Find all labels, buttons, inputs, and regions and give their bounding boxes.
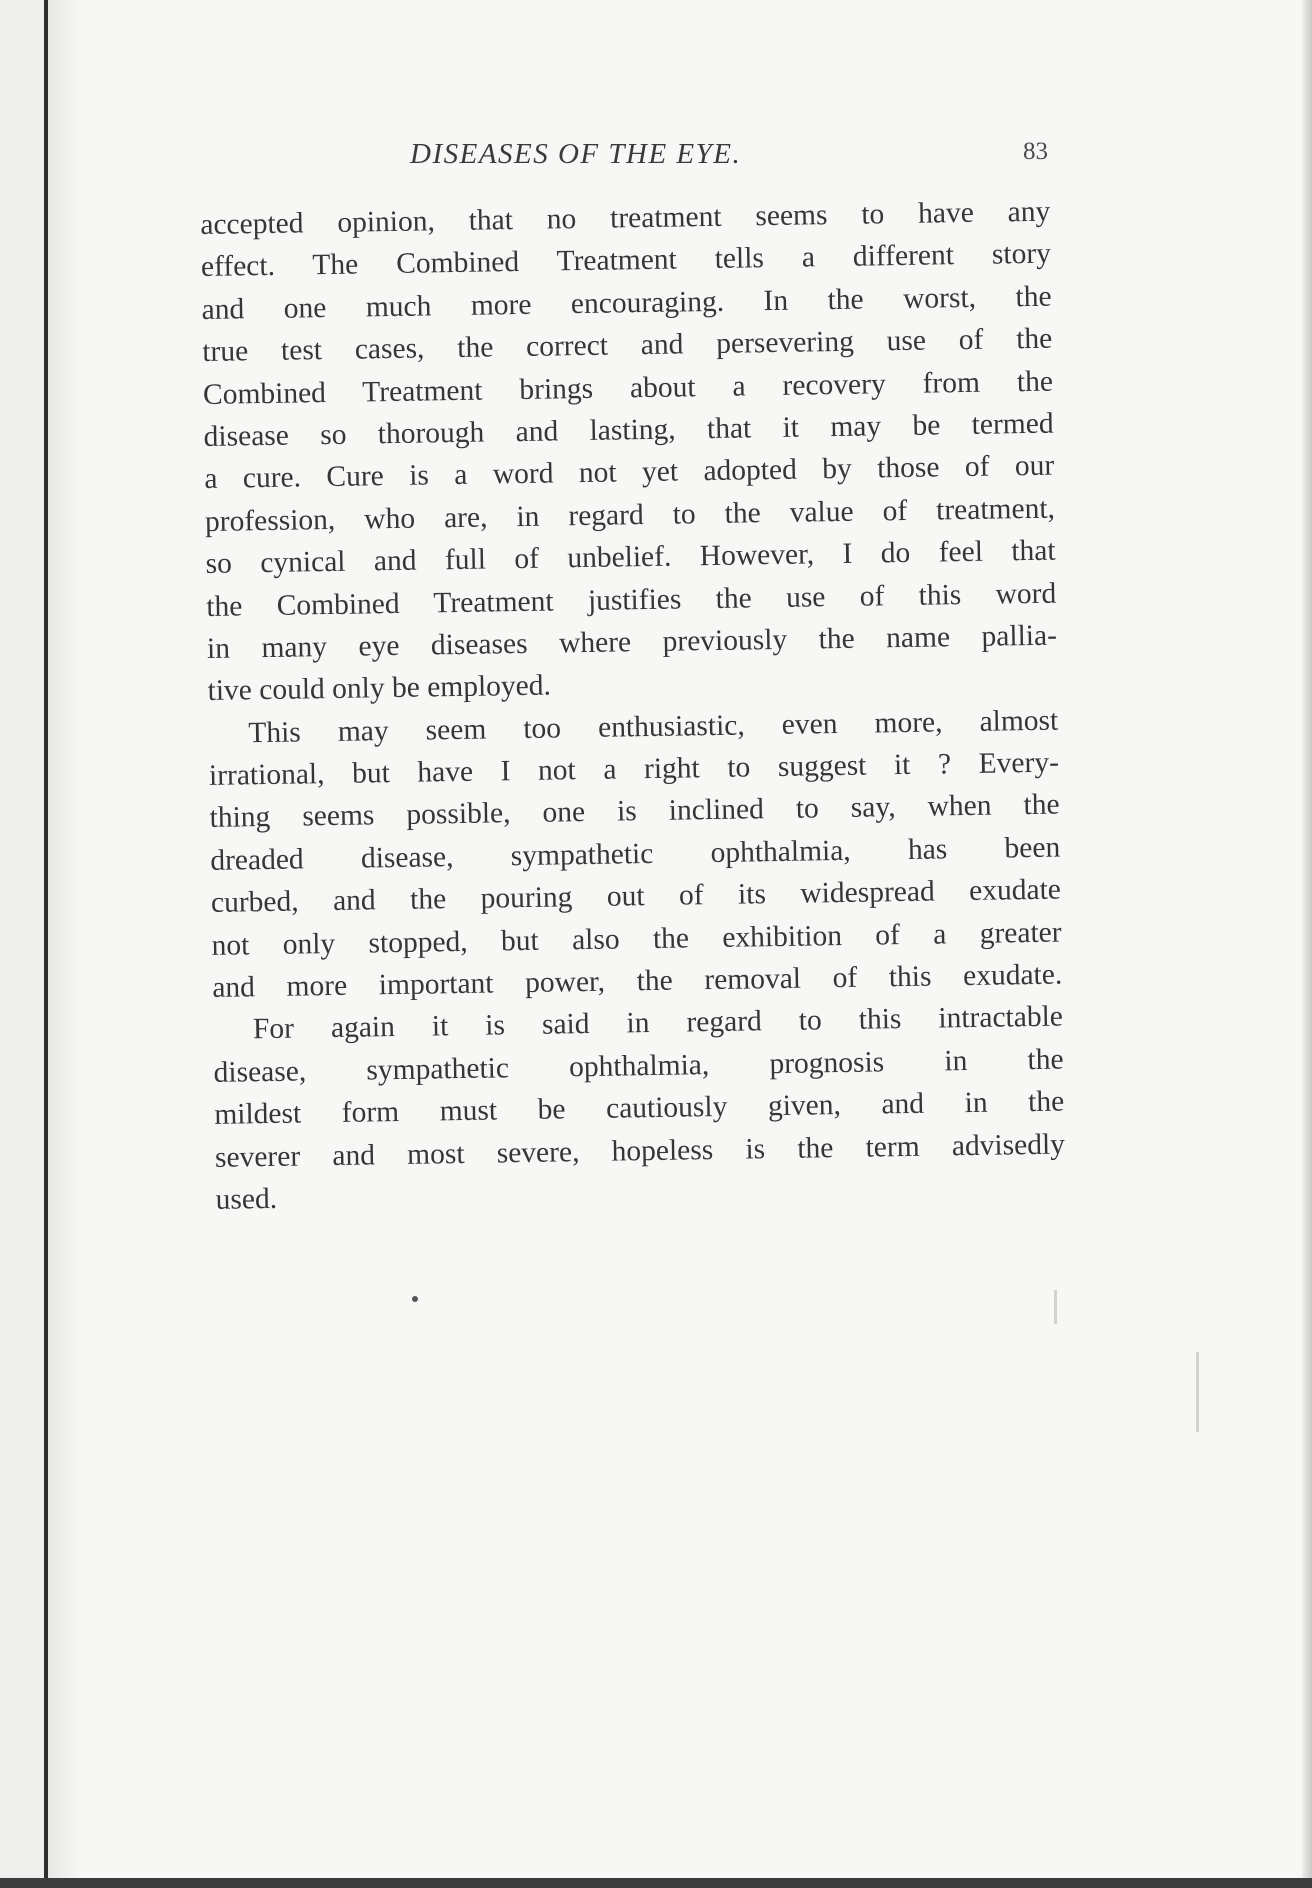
text-line: not only stopped, but also the exhibition of a greater bbox=[211, 916, 1062, 962]
text-line: dreaded disease, sympathetic ophthalmia, has been bbox=[210, 831, 1061, 877]
text-line: effect. The Combined Treatment tells a different story bbox=[200, 238, 1052, 284]
page-number: 83 bbox=[1023, 138, 1048, 165]
running-title: DISEASES OF THE EYE. bbox=[410, 138, 742, 170]
page-edge bbox=[1302, 0, 1312, 1888]
ink-speck bbox=[412, 1296, 418, 1302]
text-line: curbed, and the pouring out of its widespread exudate bbox=[210, 873, 1062, 920]
text-line: in many eye diseases where previously the name pallia- bbox=[206, 619, 1058, 665]
text-line: disease, sympathetic ophthalmia, prognosis in the bbox=[213, 1043, 1064, 1089]
scan-artifact bbox=[1054, 1290, 1057, 1324]
text-line: mildest form must be cautiously given, and in the bbox=[214, 1085, 1065, 1132]
text-line: disease so thorough and lasting, that it may be termed bbox=[203, 407, 1054, 453]
text-line: irrational, but have I not a right to suggest it ? Every- bbox=[208, 746, 1060, 793]
text-line: and more important power, the removal of this exudate. bbox=[212, 958, 1063, 1004]
paragraph-first-line: This may seem too enthusiastic, even more, almost bbox=[248, 704, 1059, 749]
text-line: a cure. Cure is a word not yet adopted by those of our bbox=[204, 449, 1055, 496]
body-text bbox=[200, 191, 1066, 1222]
text-line: used. bbox=[215, 1182, 278, 1216]
gutter-shadow bbox=[48, 0, 80, 1888]
scan-artifact bbox=[1196, 1352, 1199, 1432]
text-line: accepted opinion, that no treatment seems to have any bbox=[200, 195, 1051, 241]
text-line: profession, who are, in regard to the value of treatment, bbox=[204, 492, 1056, 538]
text-line: thing seems possible, one is inclined to say, when the bbox=[209, 789, 1060, 835]
text-line: the Combined Treatment justifies the use of this word bbox=[206, 577, 1057, 623]
text-line: true test cases, the correct and persevering use of the bbox=[202, 322, 1053, 369]
text-line: Combined Treatment brings about a recovery from the bbox=[202, 365, 1054, 411]
scan-border bbox=[0, 1878, 1312, 1888]
text-line: severer and most severe, hopeless is the term advisedly bbox=[214, 1128, 1066, 1174]
text-line: and one much more encouraging. In the worst, the bbox=[201, 280, 1052, 326]
paragraph-first-line: For again it is said in regard to this intractable bbox=[252, 1000, 1064, 1046]
left-page-margin bbox=[0, 0, 44, 1888]
page-header bbox=[200, 138, 1050, 178]
text-line: tive could only be employed. bbox=[207, 669, 552, 708]
text-line: so cynical and full of unbelief. However, I do feel that bbox=[205, 534, 1056, 581]
